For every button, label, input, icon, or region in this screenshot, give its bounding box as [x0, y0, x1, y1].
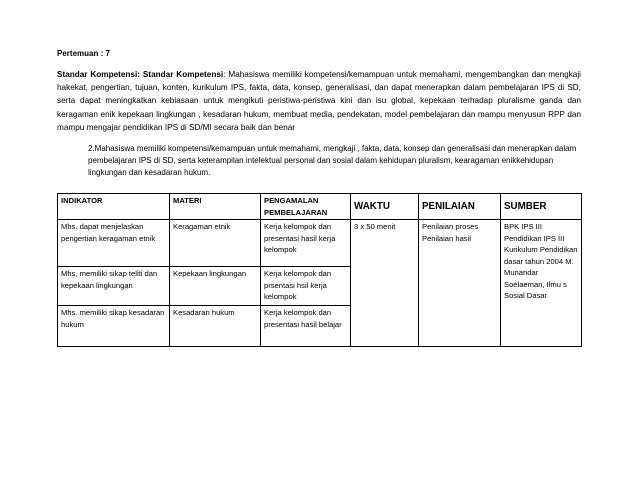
competency-standard: Standar Kompetensi: Standar Kompetensi: Mahasiswa memiliki kompetensi/kemampuan untuk memahami, mengembangkan dan mengkaji hakekat, pengertian, tujuan, konten, kurikulum IPS, fakta, data, konsep, generalisasi, dan dapat menerapkan dalam pembelajaran IPS di SD, serta dapat meningkatkan kebiasaan untuk mengikuti peristiwa-peristiwa kini dan isu global, kepekaan terhadap pluralisme ganda dan keragaman enik kepekaan lingkungan , kesadaran hukum, membuat media, pendekatan, model pembelajaran dan mampu menyusun RPP dan mampu mengajar pendidikan IPS di SD/MI secara baik dan benar: [57, 70, 581, 132]
competency-label: Standar Kompetensi: [57, 70, 138, 79]
header-materi: MATERI: [170, 194, 261, 220]
cell-indikator: Mhs, memiliki sikap teliti dan kepekaan lingkungan: [58, 267, 170, 306]
cell-waktu: 3 x 50 menit: [351, 220, 419, 347]
header-indikator: INDIKATOR: [58, 194, 170, 220]
cell-materi: Keragaman etnik: [170, 220, 261, 267]
lesson-plan-table: [57, 193, 582, 347]
cell-materi: Kesadaran hukum: [170, 306, 261, 347]
cell-pengamalan: Kerja kelompok dan presentasi hasil belajar: [261, 306, 351, 347]
header-sumber: SUMBER: [501, 194, 582, 220]
header-waktu: WAKTU: [351, 194, 419, 220]
cell-indikator: Mhs. memiliki sikap kesadaran hukum: [58, 306, 170, 347]
competency-text: Mahasiswa memiliki kompetensi/kemampuan untuk memahami, mengembangkan dan mengkaji hakekat, pengertian, tujuan, konten, kurikulum IPS, fakta, data, konsep, generalisasi, dan dapat menerapkan dalam pembelajaran IPS di SD, serta dapat meningkatkan kebiasaan untuk mengikuti peristiwa-peristiwa kini dan isu global, kepekaan terhadap pluralisme ganda dan keragaman enik kepekaan lingkungan , kesadaran hukum, membuat media, pendekatan, model pembelajaran dan mampu menyusun RPP dan mampu mengajar pendidikan IPS di SD/MI secara baik dan benar: [57, 70, 581, 132]
header-penilaian: PENILAIAN: [419, 194, 501, 220]
cell-pengamalan: Kerja kelompok dan prsentasi hsil kerja kelompok: [261, 267, 351, 306]
cell-materi: Kepekaan lingkungan: [170, 267, 261, 306]
cell-pengamalan: Kerja kelompok dan presentasi hasil kerja kelompok: [261, 220, 351, 267]
competency-label-repeat: Standar Kompetensi: [142, 70, 224, 79]
cell-penilaian: Penilaian proses Penilaian hasil: [419, 220, 501, 347]
table-header-row: [58, 194, 582, 220]
basic-competency: 2.Mahasiswa memiliki kompetensi/kemampuan untuk memahami, mengkaji , fakta, data, konsep dan generalisasi dan menerapkan dalam pembelajaran IPS di SD, serta keterampilan intelektual personal dan sosial dalam kehidupan pluralism, kearagaman enikkehidupan lingkungan dan kesadaran hukum.: [88, 144, 577, 177]
table-row: [58, 220, 582, 267]
cell-sumber: BPK IPS III Pendidikan IPS III Kurikulum Pendidikan dasar tahun 2004 M. Munandar Soelaeman, Ilmu s Sosial Dasar: [501, 220, 582, 347]
header-pengamalan: PENGAMALAN PEMBELAJARAN: [261, 194, 351, 220]
meeting-number: Pertemuan : 7: [57, 49, 110, 58]
cell-indikator: Mhs. dapat menjelaskan pengertian keragaman etnik: [58, 220, 170, 267]
